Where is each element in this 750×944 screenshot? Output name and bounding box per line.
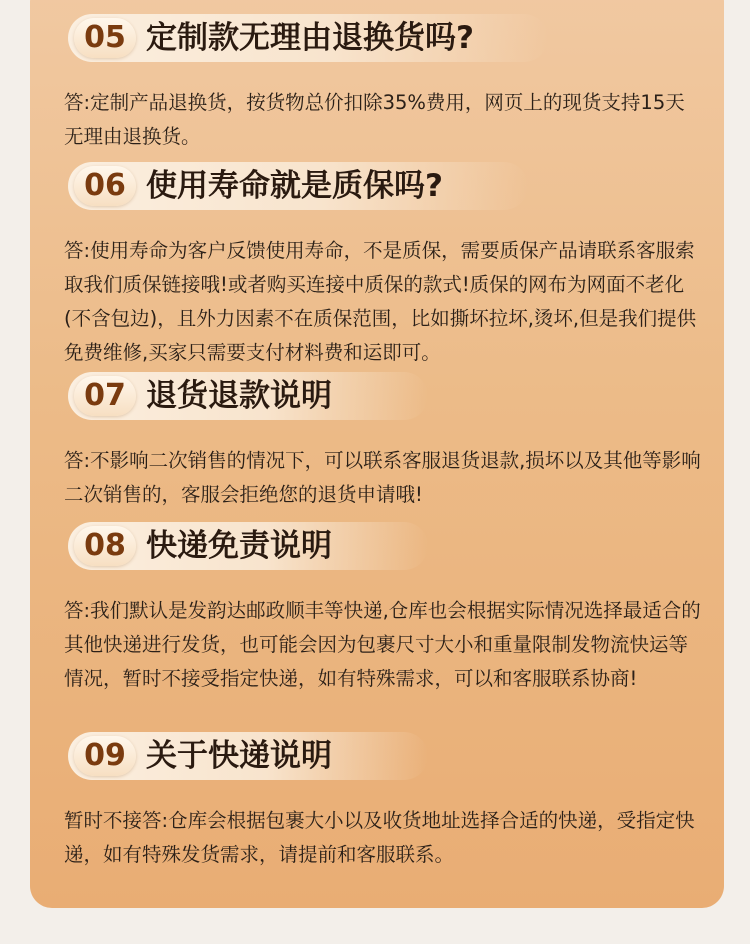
question-title: 关于快递说明 xyxy=(146,738,332,774)
answer-text: 答:我们默认是发韵达邮政顺丰等快递,仓库也会根据实际情况选择最适合的其他快递进行发货，也可能会因为包裹尺寸大小和重量限制发物流快运等情况，暂时不接受指定快递，如有特殊需求，可以和客服联系协商! xyxy=(64,599,701,690)
question-number-badge: 06 xyxy=(74,166,136,206)
question-title: 退货退款说明 xyxy=(146,378,332,414)
answer-text: 暂时不接答:仓库会根据包裹大小以及收货地址选择合适的快递，受指定快递，如有特殊发货需求，请提前和客服联系。 xyxy=(64,809,695,866)
question-number-badge: 05 xyxy=(74,18,136,58)
question-title: 快递免责说明 xyxy=(146,528,332,564)
question-number-badge: 09 xyxy=(74,736,136,776)
question-title: 使用寿命就是质保吗? xyxy=(146,168,443,204)
question-title: 定制款无理由退换货吗? xyxy=(146,20,474,56)
question-header xyxy=(68,372,428,420)
answer-text: 答:定制产品退换货，按货物总价扣除35%费用，网页上的现货支持15天无理由退换货。 xyxy=(64,91,685,148)
question-header xyxy=(68,732,428,780)
question-header xyxy=(68,522,428,570)
question-number-badge: 07 xyxy=(74,376,136,416)
answer-text: 答:不影响二次销售的情况下，可以联系客服退货退款,损坏以及其他等影响二次销售的，客服会拒绝您的退货申请哦! xyxy=(64,449,701,506)
question-number-badge: 08 xyxy=(74,526,136,566)
answer-text: 答:使用寿命为客户反馈使用寿命，不是质保，需要质保产品请联系客服索取我们质保链接哦!或者购买连接中质保的款式!质保的网布为网面不老化(不含包边)，且外力因素不在质保范围，比如撕坏拉坏,烫坏,但是我们提供免费维修,买家只需要支付材料费和运即可。 xyxy=(64,239,697,364)
question-header xyxy=(68,14,548,62)
question-header xyxy=(68,162,528,210)
